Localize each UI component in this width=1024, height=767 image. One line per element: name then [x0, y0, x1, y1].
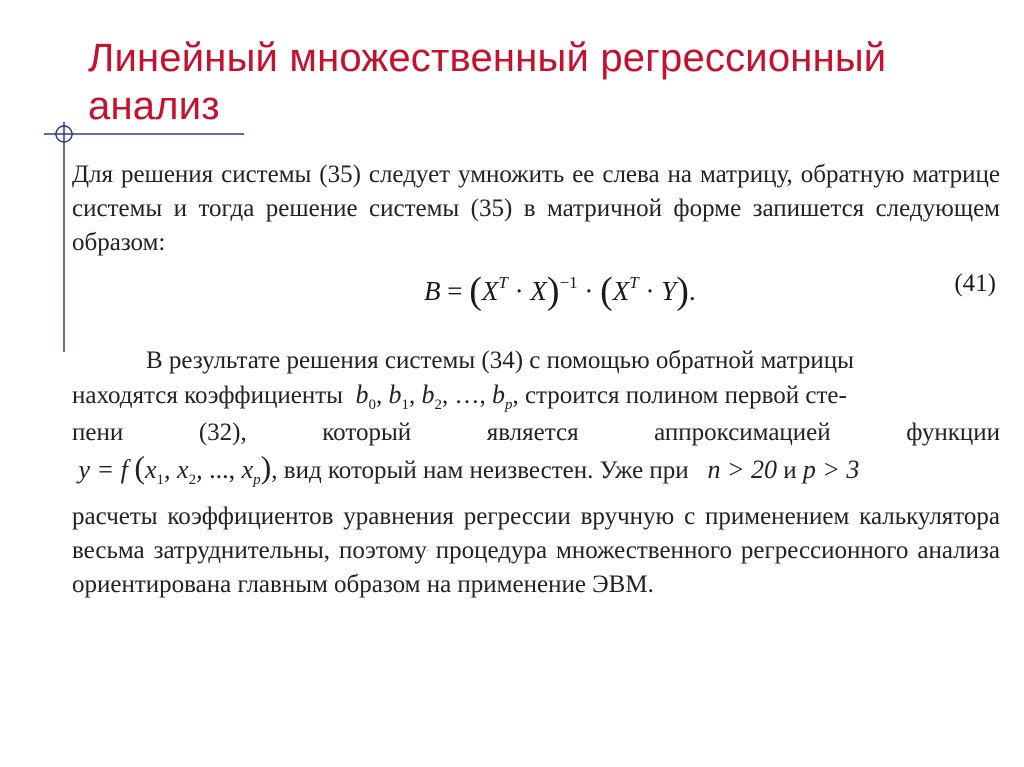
results-line-4-text: , вид который нам неизвестен. Уже при: [271, 457, 689, 484]
results-line-2-text: находятся коэффициенты: [72, 382, 343, 409]
line3-word-4: аппроксимацией: [654, 419, 831, 446]
coef-b0: $b_0$: [355, 380, 376, 413]
line3-word-1: (32),: [198, 419, 247, 446]
line3-word-0: пени: [72, 419, 124, 446]
coef-bp: $b_p$: [491, 380, 513, 413]
formula-41-row: [72, 262, 1000, 312]
paragraph-intro: Для решения системы (35) следует умножить ее слева на матрицу, обратную матрице системы и тогда решение системы (35) в матричной форме запишется следующем образом:: [72, 161, 1000, 256]
formula-equals: =: [447, 276, 463, 306]
results-line-3: [72, 416, 1000, 450]
paragraph-results: [72, 344, 1000, 491]
formula-lhs: B: [424, 276, 441, 306]
results-line-2-end: , строится полином первой сте-: [512, 382, 847, 409]
condition-n: n > 20: [707, 455, 777, 484]
condition-p: p > 3: [802, 455, 860, 484]
crosshair-circle-icon: [56, 126, 72, 142]
open-paren-2: (: [600, 270, 613, 312]
results-line-2: находятся коэффициенты $b_0$, $b_1$, $b_2$, …, $b_p$, строится полином первой сте-: [72, 380, 847, 413]
formula-dot-2: ·: [584, 276, 594, 306]
line3-word-5: функции: [906, 419, 1000, 446]
condition-and: и: [783, 457, 797, 484]
close-paren: ): [546, 270, 560, 312]
results-line-1: В результате решения системы (34) с помощью обратной матрицы: [146, 347, 854, 374]
close-paren-2: ): [676, 270, 689, 312]
formula-41: [424, 266, 696, 310]
formula-end: .: [688, 276, 696, 306]
formula-transpose-2: T: [629, 273, 639, 292]
function-expression: y = f ($x_1$, $x_2$, ..., $x_p$): [78, 449, 272, 488]
formula-dot-3: ·: [645, 276, 655, 306]
formula-transpose-1: T: [498, 273, 508, 292]
open-paren: (: [469, 270, 482, 312]
formula-x2: X: [530, 276, 547, 306]
slide-title: Линейный множественный регрессионный анализ: [88, 36, 887, 128]
coef-ellipsis: …,: [454, 382, 486, 409]
equation-number: (41): [954, 270, 996, 297]
formula-x3: X: [612, 276, 630, 306]
formula-y: Y: [661, 276, 677, 306]
coef-b1: $b_1$: [388, 380, 409, 413]
line3-word-2: который: [322, 419, 412, 446]
paragraph-conclusion: расчеты коэффициентов уравнения регрессии вручную с применением калькулятора весьма затруднительны, поэтому процедура множественного регрессионного анализа ориентирована главным образом на применение ЭВМ.: [72, 503, 1000, 598]
coef-b2: $b_2$: [421, 380, 442, 413]
formula-x1: X: [481, 276, 499, 306]
line3-word-3: является: [486, 419, 579, 446]
formula-inverse: −1: [559, 273, 578, 292]
results-line-4: [72, 450, 1000, 491]
formula-dot-1: ·: [514, 276, 524, 306]
